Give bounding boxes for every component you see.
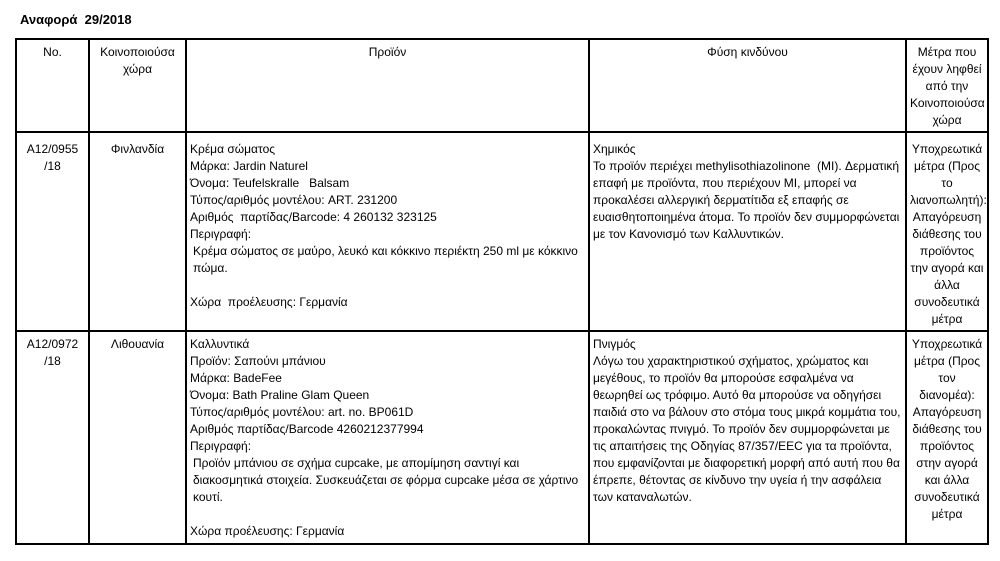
product-model: Τύπος/αριθμός μοντέλου: art. no. BP061D [190,405,414,419]
header-measures: Μέτρα που έχουν ληφθεί από την Κοινοποιούσα χώρα [906,39,988,132]
product-brand: Μάρκα: Jardin Naturel [190,159,308,173]
table-header-row [16,39,988,132]
product-brand: Μάρκα: BadeFee [190,371,282,385]
header-product: Προϊόν [186,39,589,132]
cell-risk [589,331,906,544]
table-row [16,132,988,331]
risk-text: Πνιγμός Λόγω του χαρακτηριστικού σχήματος, χρώματος και μεγέθους, το προϊόν θα μπορούσε εσφαλμένα να θεωρηθεί ως τρόφιμο. Αυτό θα μπορούσε να οδηγήσει παιδιά στο να βάλουν στο στόμα τους μικρά κομμάτια του, προκαλώντας πνιγμό. Το προϊόν δεν συμμορφώνεται με τις απαιτήσεις της Οδηγίας 87/357/EEC για τα προϊόντα, που εμφανίζονται με διαφορετική μορφή από αυτή που θα έπρεπε, θέτοντας σε κίνδυνο την υγεία ή την ασφάλεια των καταναλωτών. [593,337,901,504]
product-batch: Αριθμός παρτίδας/Barcode 4260212377994 [190,422,424,436]
cell-measures: Υποχρεωτικά μέτρα (Προς το λιανοπωλητή): Απαγόρευση διάθεσης του προϊόντος την αγορά και άλλα συνοδευτικά μέτρα [906,132,988,331]
product-origin: Χώρα προέλευσης: Γερμανία [190,524,345,538]
cell-product [186,132,589,331]
product-category: Καλλυντικά [190,337,250,351]
cell-risk [589,132,906,331]
product-description-label: Περιγραφή: [190,227,252,241]
cell-product [186,331,589,544]
table-row [16,331,988,544]
report-number: A12/0972 /18 [26,337,79,368]
risk-text: Χημικός Το προϊόν περιέχει methylisothiazolinone (MI). Δερματική επαφή με προϊόντα, που περιέχουν MI, μπορεί να προκαλέσει αλλεργική δερματίτιδα εξ επαφής σε ευαισθητοποιημένα άτομα. Το προϊόν δεν συμμορφώνεται με τον Κανονισμό των Καλλυντικών. [593,142,900,241]
product-description-label: Περιγραφή: [190,439,252,453]
product-description: Προϊόν μπάνιου σε σχήμα cupcake, με απομίμηση σαντιγί και διακοσμητικά στοιχεία. Συσκευάζεται σε φόρμα cupcake μέσα σε χάρτινο κουτί. [193,456,582,504]
cell-no [16,132,89,331]
product-batch: Αριθμός παρτίδας/Barcode: 4 260132 323125 [190,210,437,224]
cell-country: Λιθουανία [89,331,186,544]
product-name: Όνομα: Bath Praline Glam Queen [190,388,370,402]
header-no: No. [16,39,89,132]
cell-no [16,331,89,544]
report-number: A12/0955 /18 [26,142,79,173]
header-risk: Φύση κινδύνου [589,39,906,132]
product-type: Προϊόν: Σαπούνι μπάνιου [190,354,326,368]
report-title: Αναφορά 29/2018 [20,12,132,27]
product-model: Τύπος/αριθμός μοντέλου: ART. 231200 [190,193,398,207]
product-description: Κρέμα σώματος σε μαύρο, λευκό και κόκκινο περιέκτη 250 ml με κόκκινο πώμα. [193,244,582,275]
product-category: Κρέμα σώματος [190,142,276,156]
report-table [15,38,989,545]
cell-measures: Υποχρεωτικά μέτρα (Προς τον διανομέα): Απαγόρευση διάθεσης του προϊόντος στην αγορά και άλλα συνοδευτικά μέτρα [906,331,988,544]
header-country: Κοινοποιούσα χώρα [89,39,186,132]
cell-country: Φινλανδία [89,132,186,331]
product-origin: Χώρα προέλευσης: Γερμανία [190,295,348,309]
product-name: Όνομα: Teufelskralle Balsam [190,176,350,190]
